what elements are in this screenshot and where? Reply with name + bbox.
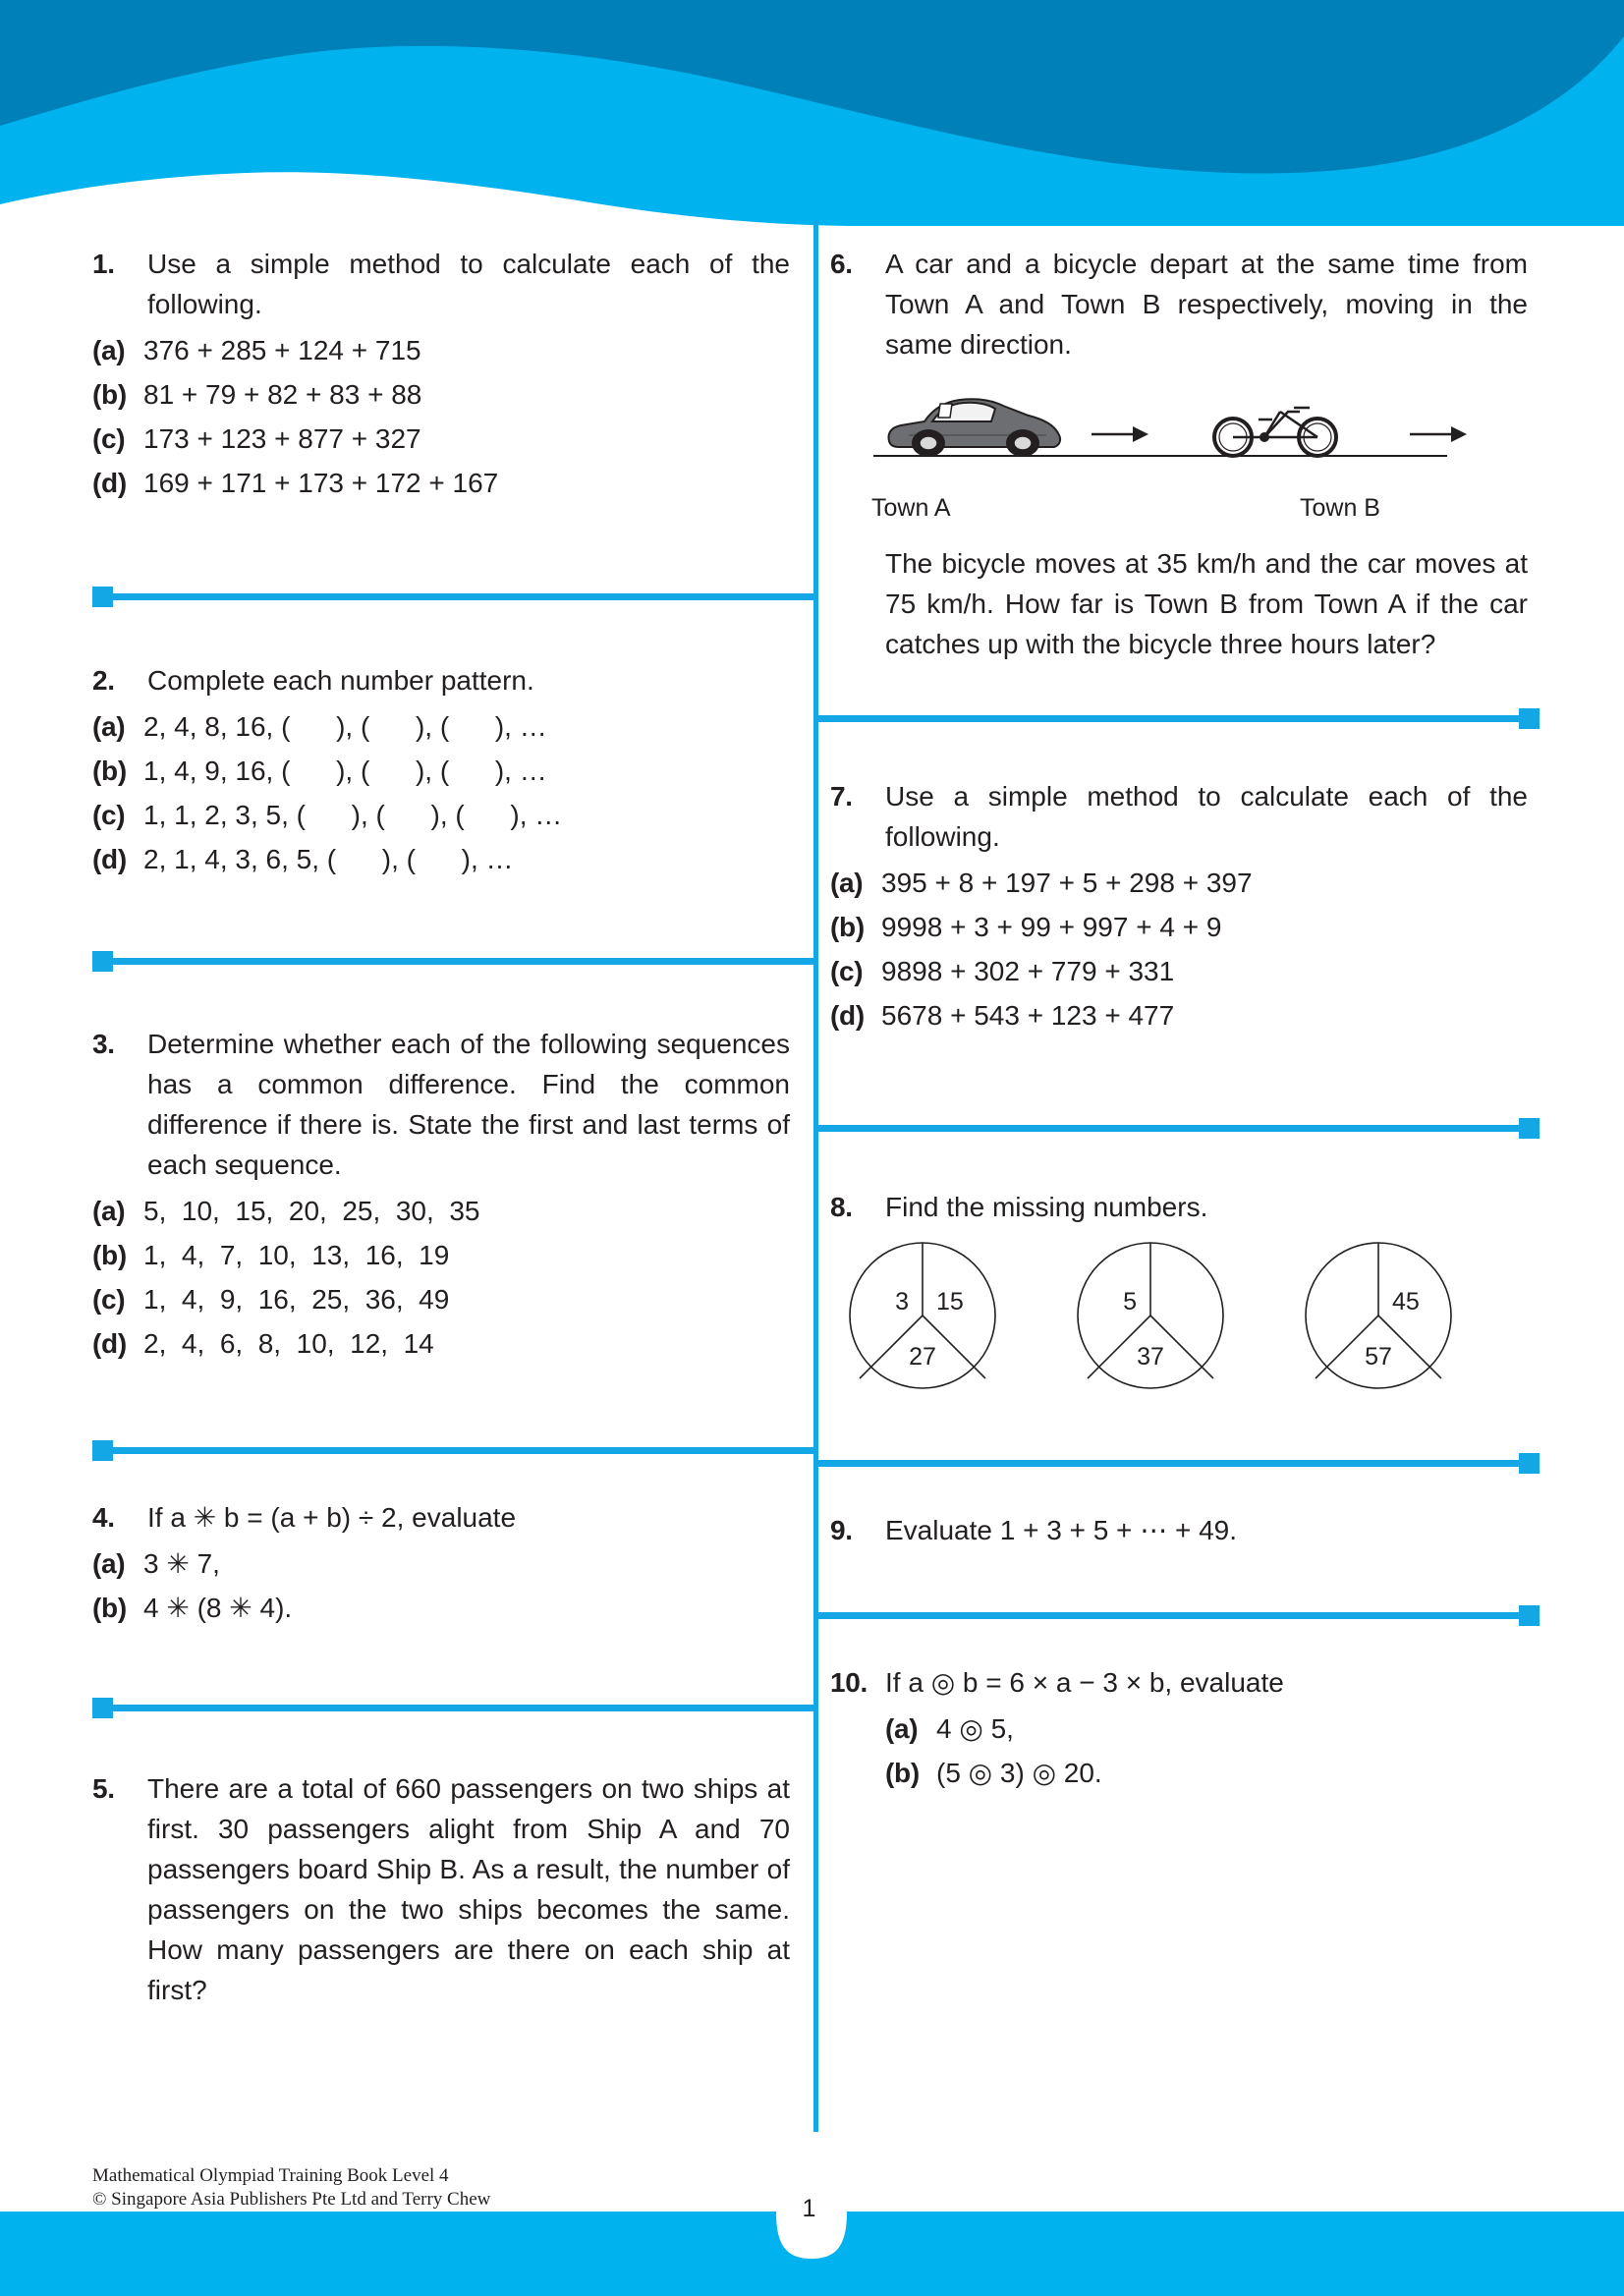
question-6 — [830, 244, 1528, 664]
divider-cap — [1519, 1453, 1540, 1474]
question-4-number: 4. — [92, 1502, 115, 1533]
question-7-part-b — [830, 907, 1528, 947]
question-10-part-a — [830, 1708, 1528, 1749]
right-arrow-icon-car — [1090, 423, 1150, 445]
part-value: 1, 1, 2, 3, 5, ( ), ( ), ( ), … — [143, 800, 563, 830]
question-1-part-d — [92, 463, 790, 503]
part-value: 2, 1, 4, 3, 6, 5, ( ), ( ), … — [143, 844, 514, 874]
question-4-parts — [92, 1543, 790, 1628]
part-value: 169 + 171 + 173 + 172 + 167 — [143, 468, 499, 498]
part-label: (b) — [92, 1240, 127, 1270]
part-value: 3 ✳ 7, — [143, 1548, 220, 1579]
footer-band-shape — [0, 2212, 1624, 2296]
circle-2-left-value: 5 — [1123, 1288, 1137, 1316]
question-7-part-a — [830, 863, 1528, 903]
divider-cap — [92, 951, 113, 972]
part-label: (a) — [92, 1196, 126, 1226]
part-value: 9998 + 3 + 99 + 997 + 4 + 9 — [881, 912, 1222, 942]
part-label: (a) — [885, 1713, 919, 1744]
part-value: 1, 4, 9, 16, 25, 36, 49 — [143, 1284, 450, 1315]
question-3-part-a — [92, 1191, 790, 1231]
part-label: (c) — [92, 800, 126, 830]
question-1-part-a — [92, 330, 790, 370]
town-a-label: Town A — [871, 494, 951, 522]
question-6-text-2: The bicycle moves at 35 km/h and the car moves at 75 km/h. How far is Town B from Town A if the car catches up with the bicycle three hours later? — [885, 548, 1528, 659]
part-label: (d) — [830, 1000, 865, 1031]
question-3-text: Determine whether each of the following sequences has a common difference. Find the common difference if there is. State the first and last terms of each sequence. — [147, 1029, 790, 1180]
circle-3-bottom-value: 57 — [1365, 1343, 1392, 1371]
question-7-number: 7. — [830, 781, 853, 812]
divider-right-1 — [818, 715, 1540, 722]
question-5 — [92, 1768, 790, 2010]
question-7-part-d — [830, 995, 1528, 1036]
part-value: 173 + 123 + 877 + 327 — [143, 423, 421, 454]
question-3-part-c — [92, 1279, 790, 1319]
divider-left-1 — [92, 593, 813, 600]
divider-left-3 — [92, 1447, 813, 1454]
question-10-number: 10. — [830, 1667, 868, 1698]
question-2-part-a — [92, 706, 790, 747]
question-1-number: 1. — [92, 249, 115, 279]
question-3-part-d — [92, 1323, 790, 1364]
divider-cap — [92, 587, 113, 607]
part-label: (a) — [92, 711, 126, 742]
question-3-parts — [92, 1191, 790, 1364]
question-7-text: Use a simple method to calculate each of the following. — [885, 781, 1528, 852]
part-label: (b) — [92, 1593, 127, 1623]
part-value: 5, 10, 15, 20, 25, 30, 35 — [143, 1196, 480, 1226]
question-8 — [830, 1187, 1547, 1390]
question-1-parts — [92, 330, 790, 503]
car-icon — [881, 392, 1070, 459]
divider-right-2 — [818, 1125, 1540, 1132]
question-4-part-b — [92, 1588, 790, 1628]
part-value: 376 + 285 + 124 + 715 — [143, 335, 421, 365]
question-2-part-c — [92, 795, 790, 835]
question-4 — [92, 1497, 790, 1628]
part-value: 5678 + 543 + 123 + 477 — [881, 1000, 1175, 1031]
question-7-parts — [830, 863, 1528, 1036]
page-number-value: 1 — [802, 2195, 816, 2222]
part-label: (c) — [830, 956, 864, 986]
bicycle-icon — [1204, 398, 1351, 459]
number-circle-1 — [848, 1241, 997, 1390]
question-1-part-b — [92, 374, 790, 415]
divider-cap — [1519, 1118, 1540, 1139]
question-5-number: 5. — [92, 1773, 115, 1804]
question-7 — [830, 776, 1528, 1036]
question-8-circles — [848, 1241, 1547, 1390]
question-9-text: Evaluate 1 + 3 + 5 + ⋯ + 49. — [885, 1515, 1238, 1545]
question-2-text: Complete each number pattern. — [147, 665, 534, 696]
column-divider-vertical — [813, 221, 818, 2132]
part-value: (5 ◎ 3) ◎ 20. — [936, 1758, 1102, 1788]
question-10 — [830, 1662, 1528, 1793]
question-4-text: If a ✳ b = (a + b) ÷ 2, evaluate — [147, 1502, 517, 1533]
number-circle-3 — [1304, 1241, 1453, 1390]
divider-cap — [1519, 708, 1540, 729]
part-label: (b) — [885, 1758, 920, 1788]
part-label: (d) — [92, 844, 127, 874]
question-6-text: A car and a bicycle depart at the same time from Town A and Town B respectively, moving in the same direction. — [885, 249, 1528, 360]
part-label: (b) — [92, 756, 127, 786]
right-arrow-icon-bicycle — [1408, 423, 1469, 445]
part-value: 1, 4, 9, 16, ( ), ( ), ( ), … — [143, 756, 547, 786]
question-3-part-b — [92, 1235, 790, 1275]
question-2-part-b — [92, 751, 790, 791]
question-1-part-c — [92, 419, 790, 459]
question-10-parts — [830, 1708, 1528, 1793]
part-label: (b) — [830, 912, 865, 942]
divider-right-3 — [818, 1460, 1540, 1467]
question-9-number: 9. — [830, 1515, 853, 1545]
divider-right-4 — [818, 1612, 1540, 1619]
question-1 — [92, 244, 790, 503]
circle-1-bottom-value: 27 — [909, 1343, 936, 1371]
part-value: 81 + 79 + 82 + 83 + 88 — [143, 379, 422, 410]
question-8-text: Find the missing numbers. — [885, 1192, 1208, 1222]
part-value: 4 ✳ (8 ✳ 4). — [143, 1593, 293, 1623]
divider-left-2 — [92, 958, 813, 965]
question-2-part-d — [92, 839, 790, 879]
question-4-part-a — [92, 1543, 790, 1584]
footer-credit-line-1: Mathematical Olympiad Training Book Level 4 — [92, 2165, 449, 2186]
part-label: (d) — [92, 468, 127, 498]
part-value: 2, 4, 6, 8, 10, 12, 14 — [143, 1328, 434, 1359]
question-6-number: 6. — [830, 249, 853, 279]
question-1-text: Use a simple method to calculate each of the following. — [147, 249, 790, 319]
part-value: 395 + 8 + 197 + 5 + 298 + 397 — [881, 868, 1253, 898]
circle-1-right-value: 15 — [936, 1288, 964, 1316]
question-2-parts — [92, 706, 790, 879]
question-9 — [830, 1510, 1528, 1550]
question-6-figure-labels — [866, 494, 1475, 528]
part-label: (c) — [92, 423, 126, 454]
divider-cap — [1519, 1605, 1540, 1626]
part-label: (c) — [92, 1284, 126, 1315]
footer-band — [0, 2212, 1624, 2296]
circle-1-left-value: 3 — [895, 1288, 909, 1316]
part-value: 9898 + 302 + 779 + 331 — [881, 956, 1175, 986]
question-3 — [92, 1024, 790, 1364]
part-label: (a) — [92, 1548, 126, 1579]
footer-credit-line-2: © Singapore Asia Publishers Pte Ltd and Terry Chew — [92, 2189, 491, 2210]
question-2 — [92, 660, 790, 879]
part-label: (a) — [830, 868, 864, 898]
question-7-part-c — [830, 951, 1528, 991]
page-number — [0, 2195, 1624, 2223]
circle-3-right-value: 45 — [1392, 1288, 1420, 1316]
question-8-number: 8. — [830, 1192, 853, 1222]
question-2-number: 2. — [92, 665, 115, 696]
part-label: (b) — [92, 379, 127, 410]
circle-2-bottom-value: 37 — [1137, 1343, 1164, 1371]
divider-left-4 — [92, 1705, 813, 1711]
question-5-text: There are a total of 660 passengers on two ships at first. 30 passengers alight from Ship A and 70 passengers board Ship B. As a result, the number of passengers on the two ships becomes the same. How many passengers are there on each ship at first? — [147, 1773, 790, 2005]
number-circle-2 — [1076, 1241, 1225, 1390]
question-6-figure — [866, 380, 1475, 494]
part-label: (d) — [92, 1328, 127, 1359]
divider-cap — [92, 1440, 113, 1461]
part-value: 1, 4, 7, 10, 13, 16, 19 — [143, 1240, 450, 1270]
question-3-number: 3. — [92, 1029, 115, 1059]
part-label: (a) — [92, 335, 126, 365]
part-value: 4 ◎ 5, — [936, 1713, 1014, 1744]
town-b-label: Town B — [1300, 494, 1380, 522]
question-10-text: If a ◎ b = 6 × a − 3 × b, evaluate — [885, 1667, 1284, 1698]
divider-cap — [92, 1698, 113, 1718]
question-10-part-b — [830, 1753, 1528, 1793]
part-value: 2, 4, 8, 16, ( ), ( ), ( ), … — [143, 711, 547, 742]
